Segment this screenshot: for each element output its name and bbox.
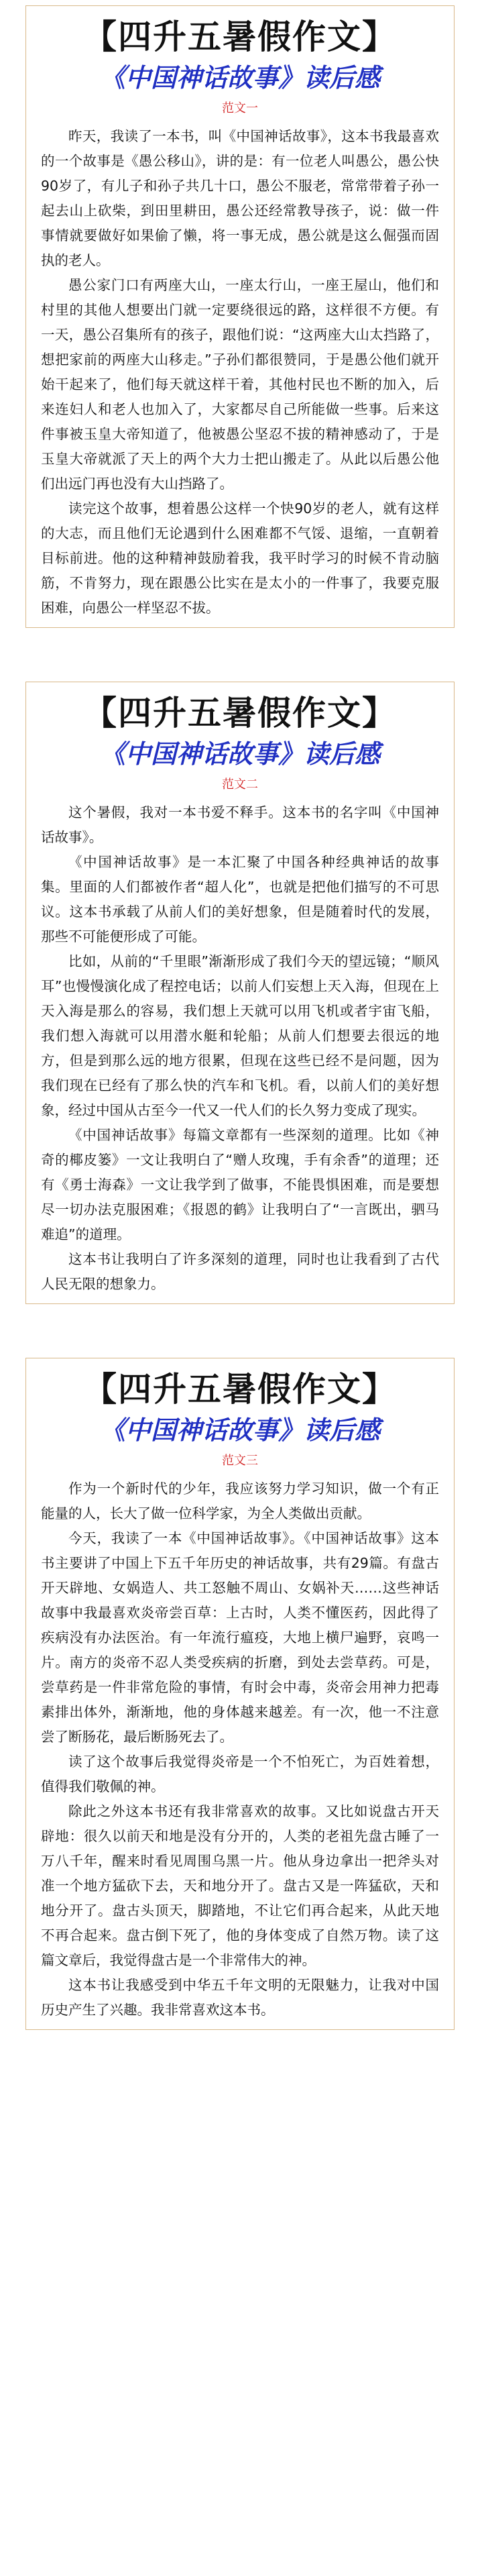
paragraph: 《中国神话故事》是一本汇聚了中国各种经典神话的故事集。里面的人们都被作者“超人化”，也就是把他们描写的不可思议。这本书承载了从前人们的美好想象，但是随着时代的发展，那些不可能便形成了可能。 bbox=[41, 854, 439, 945]
article-subtitle: 《中国神话故事》读后感 bbox=[99, 62, 380, 93]
article-card-3 bbox=[25, 1358, 455, 2030]
paragraph: 《中国神话故事》每篇文章都有一些深刻的道理。比如《神奇的椰皮篓》一文让我明白了“赠人玫瑰，手有余香”的道理；还有《勇士海森》一文让我学到了做事，不能畏惧困难，而是要想尽一切办法克服困难；《报恩的鹤》让我明白了“一言既出，驷马难追”的道理。 bbox=[41, 1127, 439, 1242]
paragraph: 愚公家门口有两座大山，一座太行山，一座王屋山，他们和村里的其他人想要出门就一定要绕很远的路，这样很不方便。有一天，愚公召集所有的孩子，跟他们说：“这两座大山太挡路了，想把家前的两座大山移走。”子孙们都很赞同，于是愚公他们就开始干起来了，他们每天就这样干着，其他村民也不断的加入，后来连妇人和老人也加入了，大家都尽自己所能做一些事。后来这件事被玉皇大帝知道了，他被愚公坚忍不拔的精神感动了，于是玉皇大帝就派了天上的两个大力士把山搬走了。从此以后愚公他们出远门再也没有大山挡路了。 bbox=[41, 277, 439, 492]
sample-label: 范文二 bbox=[222, 777, 258, 792]
paragraph: 读了这个故事后我觉得炎帝是一个不怕死亡，为百姓着想，值得我们敬佩的神。 bbox=[41, 1754, 439, 1794]
paragraph: 作为一个新时代的少年，我应该努力学习知识，做一个有正能量的人，长大了做一位科学家，为全人类做出贡献。 bbox=[41, 1481, 439, 1521]
sample-label: 范文三 bbox=[222, 1454, 258, 1468]
article-subtitle: 《中国神话故事》读后感 bbox=[99, 739, 380, 769]
paragraph: 这个暑假，我对一本书爱不释手。这本书的名字叫《中国神话故事》。 bbox=[41, 804, 439, 845]
sample-label: 范文一 bbox=[222, 101, 258, 115]
article-title: 【四升五暑假作文】 bbox=[83, 694, 397, 733]
paragraph: 这本书让我明白了许多深刻的道理，同时也让我看到了古代人民无限的想象力。 bbox=[41, 1251, 439, 1292]
paragraph: 昨天，我读了一本书，叫《中国神话故事》，这本书我最喜欢的一个故事是《愚公移山》，讲的是：有一位老人叫愚公，愚公快90岁了，有儿子和孙子共几十口，愚公不服老，常常带着子孙一起去山上砍柴，到田里耕田，愚公还经常教导孩子，说：做一件事情就要做好如果偷了懒，将一事无成，愚公就是这么倔强而固执的老人。 bbox=[41, 128, 439, 268]
article-subtitle: 《中国神话故事》读后感 bbox=[99, 1415, 380, 1445]
paragraph: 这本书让我感受到中华五千年文明的无限魅力，让我对中国历史产生了兴趣。我非常喜欢这本书。 bbox=[41, 1977, 439, 2018]
paragraph: 除此之外这本书还有我非常喜欢的故事。又比如说盘古开天辟地：很久以前天和地是没有分开的，人类的老祖先盘古睡了一万八千年，醒来时看见周围乌黑一片。他从身边拿出一把斧头对准一个地方猛砍下去，天和地分开了。盘古又是一阵猛砍，天和地分开了。盘古头顶天，脚踏地，不让它们再合起来，从此天地不再合起来。盘古倒下死了，他的身体变成了自然万物。读了这篇文章后，我觉得盘古是一个非常伟大的神。 bbox=[41, 1803, 439, 1968]
article-title: 【四升五暑假作文】 bbox=[83, 1370, 397, 1409]
article-card-1 bbox=[25, 5, 455, 628]
paragraph: 比如，从前的“千里眼”渐渐形成了我们今天的望远镜；“顺风耳”也慢慢演化成了程控电话；以前人们妄想上天入海，但现在上天入海是那么的容易，我们想上天就可以用飞机或者宇宙飞船，我们想入海就可以用潜水艇和轮船；从前人们想要去很远的地方，但是到那么远的地方很累，但现在这些已经不是问题，因为我们现在已经有了那么快的汽车和飞机。看，以前人们的美好想象，经过中国从古至今一代又一代人们的长久努力变成了现实。 bbox=[41, 953, 439, 1118]
article-card-2 bbox=[25, 682, 455, 1304]
article-title: 【四升五暑假作文】 bbox=[83, 17, 397, 56]
paragraph: 读完这个故事，想着愚公这样一个快90岁的老人，就有这样的大志，而且他们无论遇到什么困难都不气馁、退缩，一直朝着目标前进。他的这种精神鼓励着我，我平时学习的时候不肯动脑筋，不肯努力，现在跟愚公比实在是太小的一件事了，我要克服困难，向愚公一样坚忍不拔。 bbox=[41, 500, 439, 616]
paragraph: 今天，我读了一本《中国神话故事》。《中国神话故事》这本书主要讲了中国上下五千年历史的神话故事，共有29篇。有盘古开天辟地、女娲造人、共工怒触不周山、女娲补天……这些神话故事中我最喜欢炎帝尝百草：上古时，人类不懂医药，因此得了疾病没有办法医治。有一年流行瘟疫，大地上横尸遍野，哀鸣一片。南方的炎帝不忍人类受疾病的折磨，到处去尝草药。可是，尝草药是一件非常危险的事情，有时会中毒，炎帝会用神力把毒素排出体外，渐渐地，他的身体越来越差。有一次，他一不注意尝了断肠花，最后断肠死去了。 bbox=[41, 1530, 439, 1745]
